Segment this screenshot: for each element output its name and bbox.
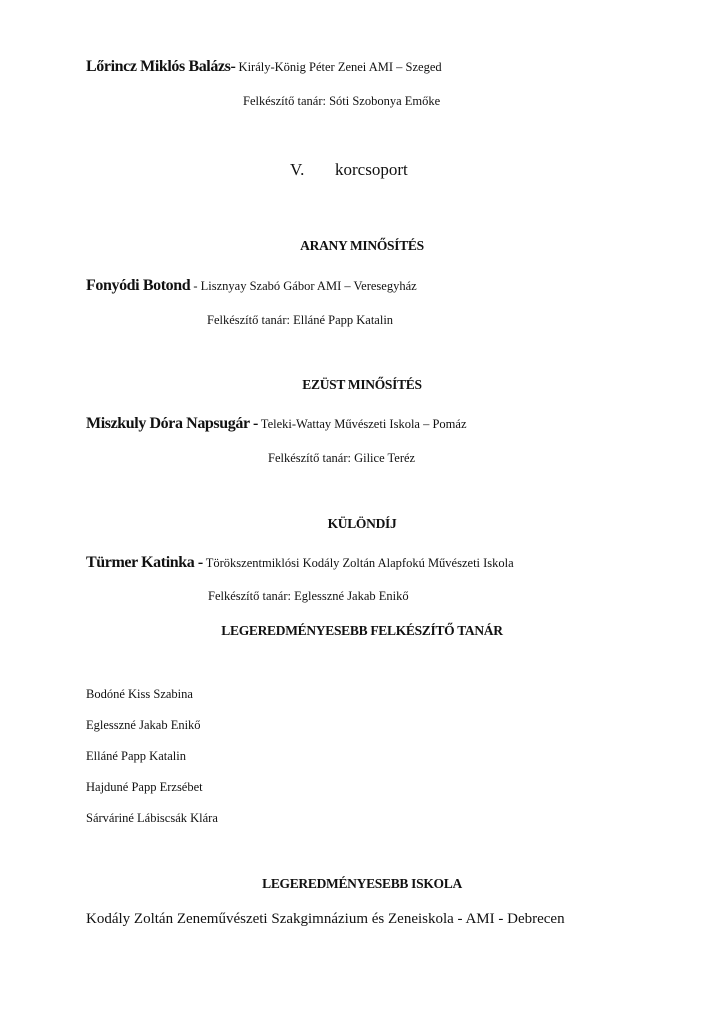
special-entry-line xyxy=(86,554,514,572)
entry-top-school: Király-König Péter Zenei AMI – Szeged xyxy=(235,60,442,74)
silver-school: Teleki-Wattay Művészeti Iskola – Pomáz xyxy=(257,417,467,431)
silver-name: Miszkuly Dóra Napsugár - xyxy=(86,415,258,432)
special-school: Törökszentmiklósi Kodály Zoltán Alapfokú Művészeti Iskola xyxy=(202,556,514,570)
best-school-heading: LEGEREDMÉNYESEBB ISKOLA xyxy=(262,876,462,891)
entry-top-name: Lőrincz Miklós Balázs- xyxy=(86,58,236,75)
special-teacher: Felkészítő tanár: Eglesszné Jakab Enikő xyxy=(208,589,409,603)
best-teacher-item: Bodóné Kiss Szabina xyxy=(86,687,193,701)
gold-teacher: Felkészítő tanár: Elláné Papp Katalin xyxy=(207,313,394,327)
best-teacher-item: Eglesszné Jakab Enikő xyxy=(86,718,201,732)
gold-school: - Lisznyay Szabó Gábor AMI – Veresegyház xyxy=(190,279,417,293)
gold-name: Fonyódi Botond xyxy=(86,277,191,294)
best-teacher-heading: LEGEREDMÉNYESEBB FELKÉSZÍTŐ TANÁR xyxy=(221,623,503,638)
silver-entry-line xyxy=(86,415,467,433)
silver-heading: EZÜST MINŐSÍTÉS xyxy=(302,377,422,392)
gold-heading: ARANY MINŐSÍTÉS xyxy=(300,238,424,253)
entry-top-teacher: Felkészítő tanár: Sóti Szobonya Emőke xyxy=(243,94,441,108)
best-teacher-item: Elláné Papp Katalin xyxy=(86,749,186,763)
gold-entry-line xyxy=(86,277,417,295)
best-school-name: Kodály Zoltán Zeneművészeti Szakgimnázium és Zeneiskola - AMI - Debrecen xyxy=(86,911,565,927)
entry-top-line xyxy=(86,58,442,76)
best-teacher-item: Sárváriné Lábiscsák Klára xyxy=(86,811,218,825)
silver-teacher: Felkészítő tanár: Gilice Teréz xyxy=(268,451,416,465)
group-number: V. xyxy=(290,160,305,179)
special-heading: KÜLÖNDÍJ xyxy=(327,516,397,531)
group-label: korcsoport xyxy=(335,160,408,179)
special-name: Türmer Katinka - xyxy=(86,554,203,571)
best-teacher-item: Hajduné Papp Erzsébet xyxy=(86,780,203,794)
